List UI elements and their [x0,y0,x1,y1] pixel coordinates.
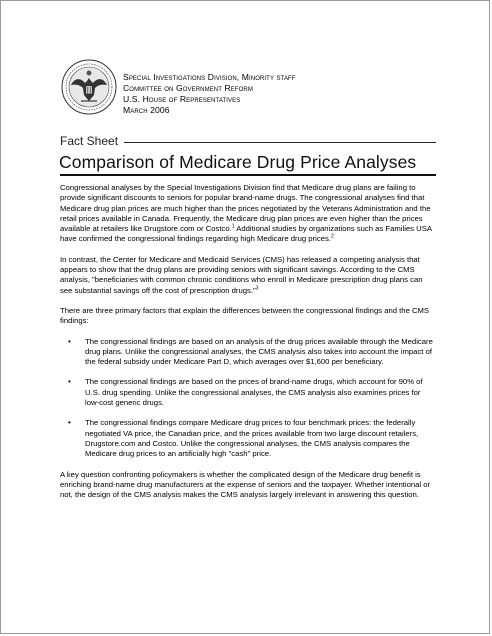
list-item-text: The congressional findings compare Medicare drug prices to four benchmark prices: the federally negotiated VA price, the Canadian price, and the prices available from two large discount retailers, Drugstore.com and Costco. Unlike the congressional analyses, the CMS analysis compares the Medicare drug prices to an artificially high "cash" price. [85,418,419,459]
paragraph-1 [60,183,436,245]
bullet-icon: • [68,418,71,428]
title-rule [60,174,436,176]
date-line: March 2006 [123,105,170,115]
paragraph-2 [60,255,436,296]
page-title: Comparison of Medicare Drug Price Analyses [59,152,417,172]
bullet-icon: • [68,377,71,387]
list-item-text: The congressional findings are based on an analysis of the drug prices available through the Medicare drug plans. Unlike the congressional analyses, the CMS analysis also takes into account the impact of the federal subsidy under Medicare Part D, which averages over $1,600 per beneficiary. [85,336,433,367]
bullet-icon: • [68,336,71,346]
list-item [60,418,436,459]
committee-line: Committee on Government Reform [123,83,253,93]
fact-sheet-row [60,136,436,148]
list-item [60,377,436,408]
list-item [60,337,436,368]
paragraph-1-text-a: Congressional analyses by the Special Investigations Division find that Medicare drug plans are failing to provide significant discounts to seniors for popular brand-name drugs. The congressional analyses find that Medicare drug plan prices are much higher than the prices negotiated by the Veterans Administration and the retail prices available in Canada. Frequently, the Medicare drug plan prices are even higher than the prices available at retailers like Drugstore.com or Costco. [60,183,431,234]
fact-sheet-label: Fact Sheet [60,134,124,148]
factor-list [60,337,436,460]
paragraph-4: A key question confronting policymakers is whether the complicated design of the Medicare drug benefit is enriching brand-name drug manufacturers at the expense of seniors and the taxpayer. Whether intentional or not, the design of the CMS analysis makes the CMS analysis largely irrelevant in answering this question. [60,469,431,500]
paragraph-3: There are three primary factors that explain the differences between the congressional findings and the CMS findings: [60,305,430,326]
paragraph-2-text: In contrast, the Center for Medicare and Medicaid Services (CMS) has released a competing analysis that appears to show that the drug plans are providing seniors with significant savings. According to the CMS analysis, "beneficiaries with common chronic conditions who enroll in Medicare prescription drug plans can see substantial savings off the cost of prescription drugs." [60,254,423,295]
letterhead-text [123,72,296,116]
list-item-text: The congressional findings are based on the prices of brand-name drugs, which account for 90% of U.S. drug spending. Unlike the congressional analyses, the CMS analysis also examines prices for low-cost generic drugs. [85,377,423,408]
division-line: Special Investigations Division, Minority staff [123,72,296,82]
footnote-ref: 2 [330,233,334,240]
house-line: U.S. House of Representatives [123,94,241,104]
us-house-eagle-seal-icon [61,59,117,115]
footnote-ref: 3 [255,285,259,292]
footnote-ref: 1 [231,223,235,230]
document-body [60,183,436,510]
letterhead [61,59,481,119]
paragraph-1-text-b: Additional studies by organizations such as Families USA have confirmed the congressional findings regarding high Medicare drug prices. [60,224,432,244]
